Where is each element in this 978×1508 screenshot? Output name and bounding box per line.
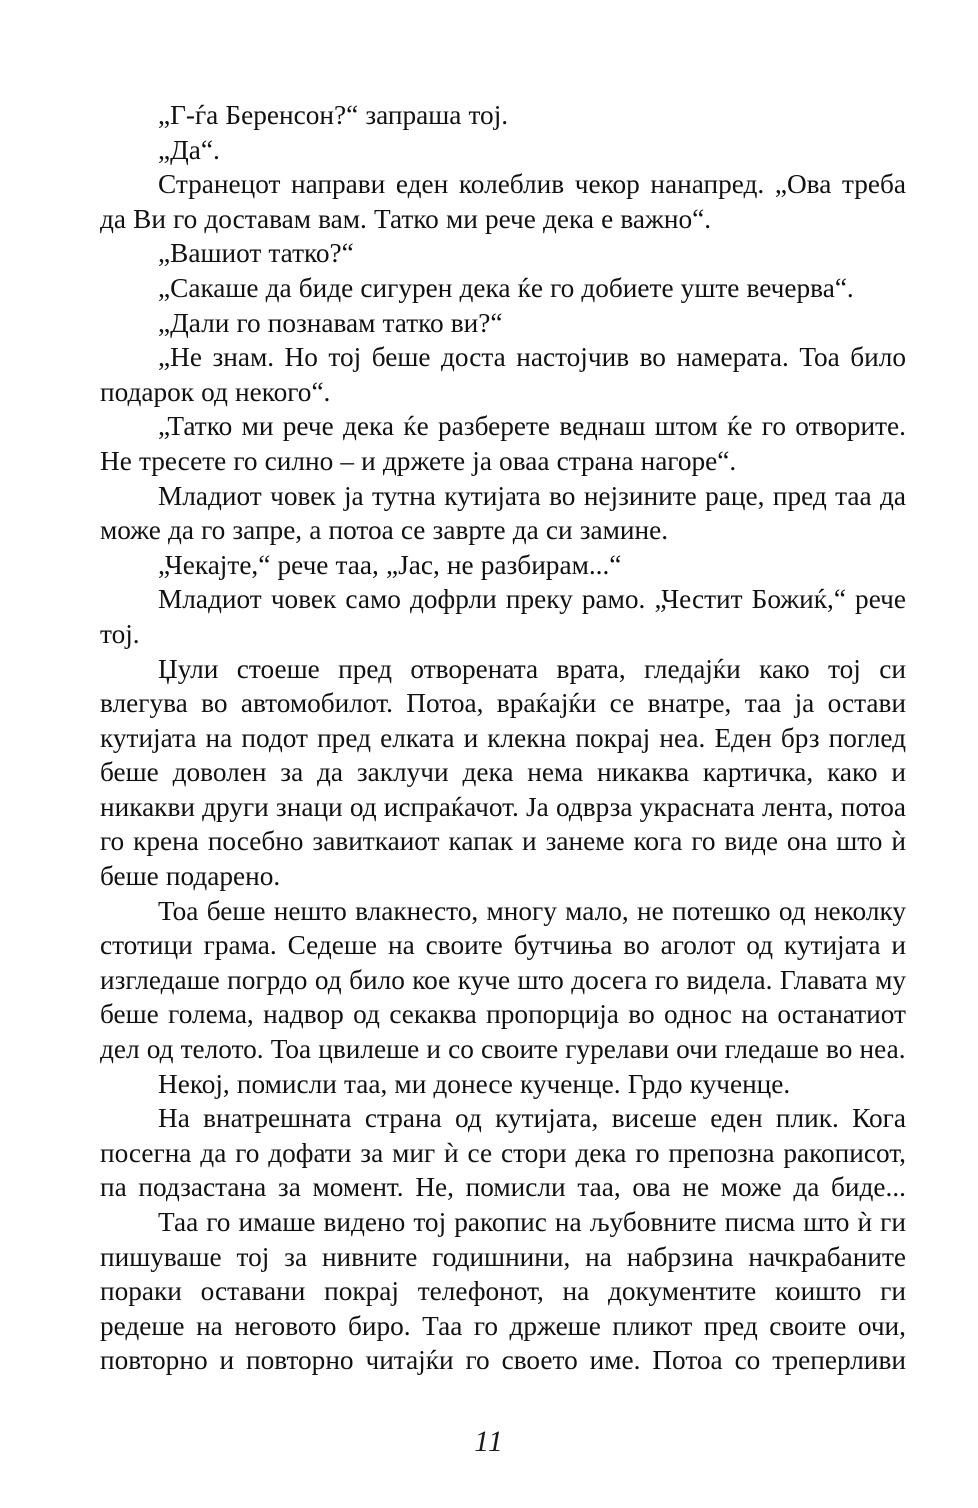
paragraph: „Не знам. Но тој беше доста настојчив во намерата. Тоа било подарок од некого“. (100, 342, 906, 407)
paragraph: Младиот човек ја тутна кутијата во нејзините раце, пред таа да може да го запре, а потоа се заврте да си замине. (100, 480, 906, 546)
paragraph: Таа го имаше видено тој ракопис на љубовните писма што ѝ ги пишуваше тој за нивните годишнини, на набрзина начкрабаните пораки оставани покрај телефонот, на документите коишто ги редеше на неговото биро. Таа го држеше пликот пред своите очи, повторно и повторно читајќи го своето име. Потоа со треперливи (100, 1207, 906, 1376)
body-text-block (100, 98, 906, 1378)
paragraph: „Сакаше да биде сигурен дека ќе го добиете уште вечерва“. (158, 272, 854, 303)
paragraph: „Вашиот татко?“ (158, 238, 354, 269)
paragraph: „Дали го познавам татко ви?“ (158, 307, 503, 338)
paragraph: Џули стоеше пред отворената врата, гледајќи како тој си влегува во автомобилот. Потоа, враќајќи се внатре, таа ја остави кутијата на подот пред елката и клекна покрај неа. Еден брз поглед беше доволен за да заклучи дека нема никаква картичка, како и никакви други знаци од испраќачот. Ја одврза украсната лента, потоа го крена посебно завиткаиот капак и занеме кога го виде она што ѝ беше подарено. (100, 653, 906, 892)
paragraph: Некој, помисли таа, ми донесе кученце. Грдо кученце. (158, 1068, 791, 1099)
paragraph: „Г-ѓа Беренсон?“ запраша тој. (158, 100, 509, 130)
paragraph: На внатрешната страна од кутијата, висеше еден плик. Кога посегна да го дофати за миг ѝ се стори дека го препозна ракописот, па подзастана за момент. Не, помисли таа, ова не може да биде... (100, 1103, 906, 1203)
page-number-value: 11 (474, 1429, 504, 1457)
paragraph: „Да“. (158, 134, 220, 165)
paragraph: „Чекајте,“ рече таа, „Јас, не разбирам...“ (158, 549, 622, 580)
paragraph: „Татко ми рече дека ќе разберете веднаш штом ќе го отворите. Не тресете го силно – и држете ја оваа страна нагоре“. (100, 411, 906, 476)
paragraph: Тоа беше нешто влакнесто, многу мало, не потешко од неколку стотици грама. Седеше на своите бутчиња во аголот од кутијата и изгледаше погрдо од било кое куче што досега го видела. Главата му беше голема, надвор од секаква пропорција во однос на останатиот дел од телото. Тоа цвилеше и со своите гурелави очи гледаше во неа. (100, 895, 906, 1065)
page-number (0, 1429, 978, 1457)
paragraph: Странецот направи еден колеблив чекор нанапред. „Ова треба да Ви го доставам вам. Татко ми рече дека е важно“. (100, 169, 906, 234)
paragraph: Младиот човек само дофрли преку рамо. „Честит Божиќ,“ рече тој. (100, 584, 906, 649)
